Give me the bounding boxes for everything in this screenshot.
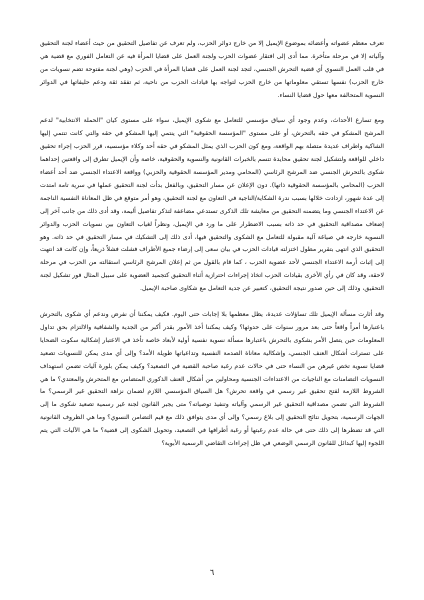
paragraph-1: تعرف معظم عضواته وأعضائه بموضوع الإيميل إلا من خارج دوائر الحزب، ولم تعرف عن تفاصيل التحقيق من حيث أعضاء لجنة التحقيق وآلياته إلا في مرحلة متأخرة. مما أدى إلى افتقار عضوات الحزب ولجنة العمل على قضايا المرأة فيه عن التعامل الفوري مع قضية هي في قلب العمل النسوي أي قضية التحرش الجنسي، لتجد لجنة العمل على قضايا المرأة في الحزب (وهي لجنة مفتوحة تضم نسويات من خارج الحزب) نفسها تستقي معلوماتها من خارج الحزب لتواجه بها قيادات الحزب من ناحية، ثم تفقد ثقة ودعم حليفاتها في الدوائر النسوية المتحالفة معها حول قضايا النساء. [40,40,384,99]
paragraph-2: ومع تسارع الأحداث، وعدم وجود أي سياق مؤسسي للتعامل مع شكوى الإيميل، سواء على مستوى كيان "الحملة الانتخابية" لدعم المرشح المشكو في حقه بالتحرش، أو على مستوى "المؤسسة الحقوقية" التي ينتمي إليها المشكو في حقه والتي كانت تنتمي إليها الشاكية واطراف عديدة متصلة بهم الواقعة، ومع كون الحزب الذي يمثل المشكو في حقه أحد وكلاء مؤسسيه، قرر الحزب إجراء تحقيق داخلي للواقعة ولتشكيل لجنة تحقيق محايدة تتسم بالخبرات القانونية والنسوية والحقوقية، خاصة وأن الإيميل تطرق إلى واقعتين إحداهما شكوى بالتحرش الجنسي ضد المرشح الرئاسي (المحامي ومدير المؤسسة الحقوقية والحزبي) وواقعة الاعتداء الجنسي ضد أحد أعضاء الحزب (المحامي بالمؤسسة الحقوقية ذاتها). دون الإعلان عن مسار التحقيق، وبالفعل بدأت لجنة التحقيق عملها في سرية تامة امتدت إلى عدة شهور، ازدادت خلالها بسبب ندرة الشكاية/الناجية في التعاون مع لجنة التحقيق، وهو أمر متوقع في ظل المعاناة النفسية الناجمة عن الاعتداء الجنسي وما يتضمنه التحقيق من معايشة تلك الذكرى تستدعي مضاعفة لتذكر تفاصيل أليمة، وقد أدى ذلك من جانب آخر إلى إضعاف مصداقية التحقيق في حد ذاته بسبب الاضطرار على ما ورد في الإيميل، ونظراً لغياب التعاون بين نسويات الحزب والدوائر النسوية خارجه في صياغة آلية مقبولة للتعامل مع الشكوى والتحقيق فيها، أدى ذلك إلى التشكيك في مسار التحقيق في حد ذاته. وهو التحقيق الذي انتهى بتقرير مطول اختزلته قيادات الحزب في بيان سعى إلى إرضاء جميع الأطراف فشلت فشلاً ذريعاً، وإن كانت قد انتهت إلى إثبات أرمة الاعتداء الجنسي لأحد عضوية الحزب ، كما قام بالقول من ثم إعلان المرشح الرئاسي استقالته من الحزب في مرحلة لاحقة، وقد كان في رأي الأخرى بقيادات الحزب اتخاذ إجراءات احترازية أثناء التحقيق كتجميد العضوية على سبيل المثال فور تشكيل لجنة التحقيق، وذلك إلى حين صدور نتيجة التحقيق، كتعبير عن جدية التعامل مع شكاوى صاحبة الإيميل. [40,117,384,293]
body-text [40,38,384,464]
page-number: ٦ [209,568,215,577]
paragraph-3: وقد أثارت مسألة الإيميل تلك تساؤلات عديدة، يظل معظمها بلا إجابات حتى اليوم. فكيف يمكننا أن نفرض وندعم أي شكوى بالتحرش باعتبارها أمراً واقعاً حتى بعد مرور سنوات على حدوثها؟ وكيف يمكننا أخذ الأمور بقدر أكبر من الجدية والشفافية والالتزام بحق تداول المعلومات حين يتصل الأمر بشكوى بالتحرش باعتبارها مسألة نسوية نفسية أولية لأبعاد خاصة تأخذ في الاعتبار إشكالية سكوت الضحايا على تسترات أشكال العنف الجنسي، وإشكالية معاناة الصدمة النفسية وتداعياتها طويلة الأمد؟ وإلى أي مدى يمكن للنسويات تصعيد قضايا نسوية تخص غيرهن من النساء حتى في حالات عدم رغبة صاحبة القضية في التصعيد؟ وكيف يمكن بلورة آليات تضمن استهداف النسويات التضامنات مع الناجيات من الاعتداءات الجنسية ومحاولين من أشكال العنف الذكوري المتضامن مع المتحرش والمعتدي؟ ما هي الشروط اللازمة لفتح تحقيق غير رسمي في واقعة تحرش؟ هل السياق المؤسسي اللازم لضمان نزاهة التحقيق غير الرسمي؟ ما الشروط التي تضمن مصداقية التحقيق غير الرسمي وآلياته وتنفيذ توصياته؟ متى يجبر القانون لجنة غير رسمية تصعيد شكوى ما إلى الجهات الرسمية، بتحويل نتائج التحقيق إلى بلاغ رسمي؟ وإلى أي مدى يتوافق ذلك مع قيم التضامن النسوي؟ وما هي الظروف القانونية التي قد تضطرها إلى ذلك حتى في حالة عدم رغبتها أو رغبة أطرافها في التصعيد، وتحويل الشكوى إلى قضية؟ ما هي الآليات التي يتم اللجوء إليها كبدائل للقانون الرسمي الوضعي في ظل إجراءات التقاضي الرسمية الأبوية؟ [40,311,384,448]
